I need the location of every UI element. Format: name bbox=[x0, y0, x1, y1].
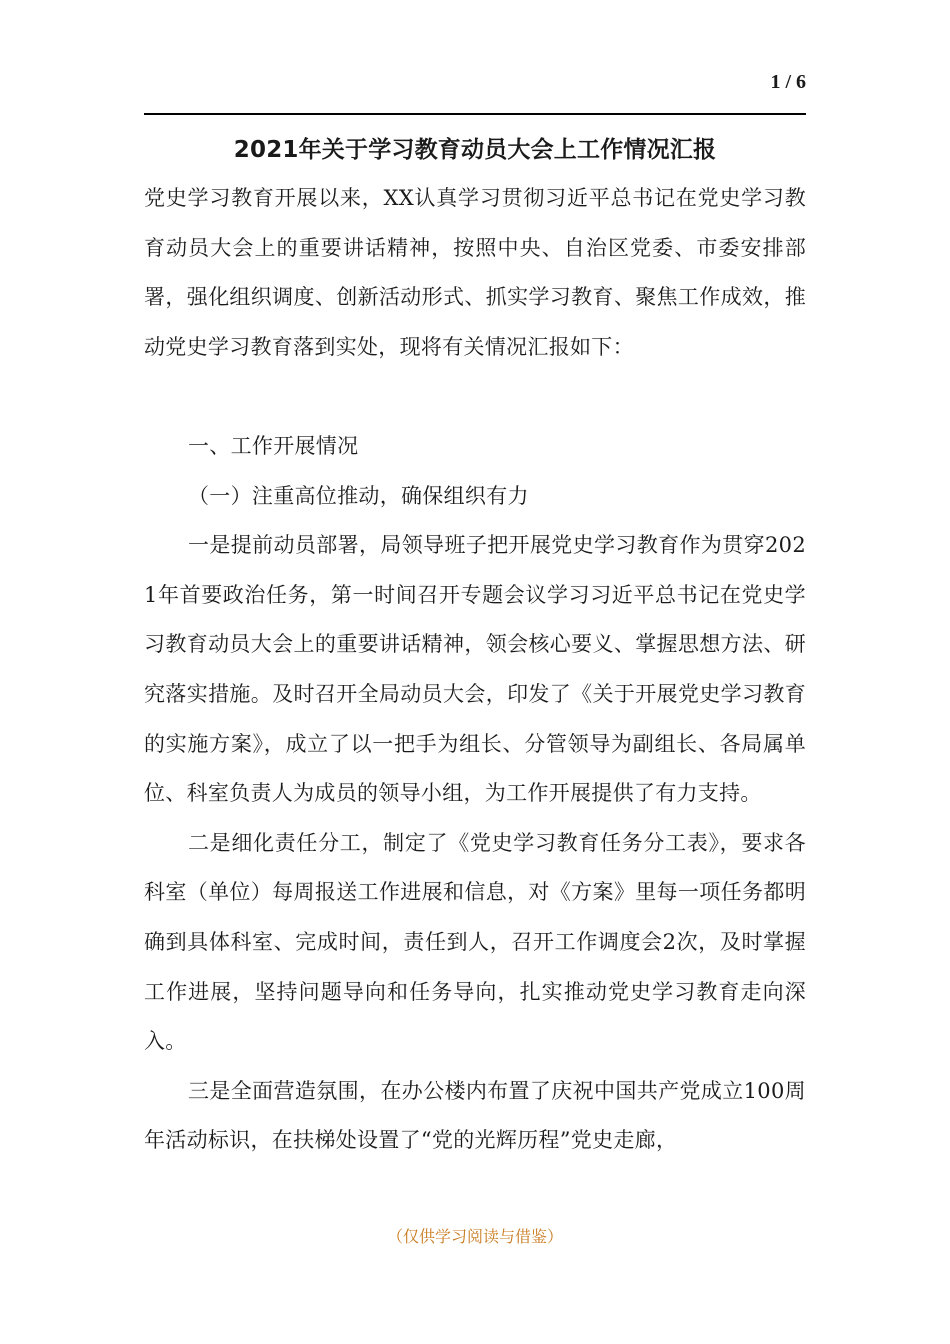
document-title: 2021年关于学习教育动员大会上工作情况汇报 bbox=[233, 137, 717, 163]
page-number: 1 / 6 bbox=[770, 71, 806, 93]
body-paragraph: 一是提前动员部署，局领导班子把开展党史学习教育作为贯穿2021年首要政治任务，第一时间召开专题会议学习习近平总书记在党史学习教育动员大会上的重要讲话精神，领会核心要义、掌握思想方法、研究落实措施。及时召开全局动员大会，印发了《关于开展党史学习教育的实施方案》，成立了以一把手为组长、分管领导为副组长、各局属单位、科室负责人为成员的领导小组，为工作开展提供了有力支持。 bbox=[144, 533, 806, 806]
paragraph-spacer bbox=[144, 372, 806, 422]
body-paragraph: 三是全面营造氛围，在办公楼内布置了庆祝中国共产党成立100周年活动标识，在扶梯处设置了“党的光辉历程”党史走廊， bbox=[144, 1078, 806, 1153]
subsection-heading: （一）注重高位推动，确保组织有力 bbox=[188, 483, 529, 508]
body-paragraph: 二是细化责任分工，制定了《党史学习教育任务分工表》，要求各科室（单位）每周报送工作进展和信息，对《方案》里每一项任务都明确到具体科室、完成时间，责任到人，召开工作调度会2次，及时掌握工作进展，坚持问题导向和任务导向，扎实推动党史学习教育走向深入。 bbox=[144, 830, 806, 1054]
footer-note: （仅供学习阅读与借鉴） bbox=[386, 1227, 563, 1246]
document-body bbox=[144, 174, 806, 1166]
header-divider bbox=[144, 113, 806, 115]
section-heading: 一、工作开展情况 bbox=[188, 433, 359, 458]
intro-paragraph: 党史学习教育开展以来，XX认真学习贯彻习近平总书记在党史学习教育动员大会上的重要讲话精神，按照中央、自治区党委、市委安排部署，强化组织调度、创新活动形式、抓实学习教育、聚焦工作成效，推动党史学习教育落到实处，现将有关情况汇报如下： bbox=[144, 186, 806, 359]
